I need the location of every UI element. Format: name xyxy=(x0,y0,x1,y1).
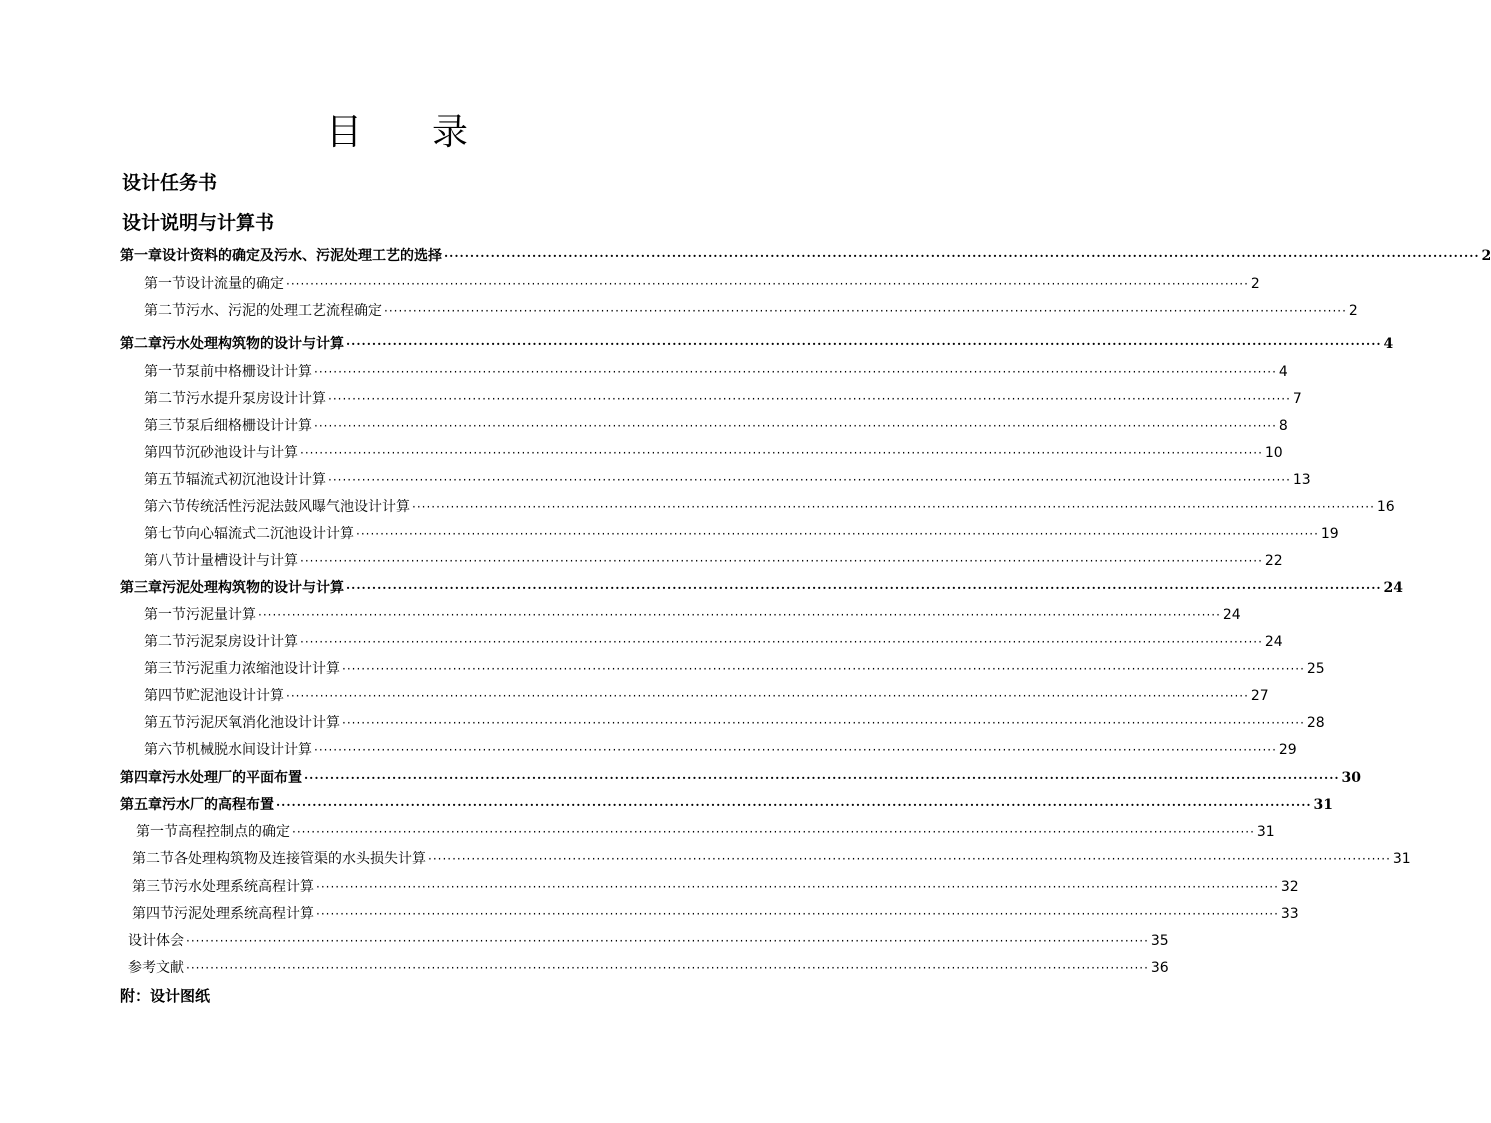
toc-title: 泵前中格栅设计计算 xyxy=(186,364,312,380)
toc-leader-dots: ········································································································································································································ xyxy=(342,662,1305,676)
toc-page-number: 2 xyxy=(1250,276,1260,292)
toc-page-number: 24 xyxy=(1383,580,1404,596)
page-title xyxy=(0,104,794,155)
toc-title: 传统活性污泥法鼓风曝气池设计计算 xyxy=(186,499,410,515)
toc-section-row xyxy=(136,821,1275,843)
toc-number: 第五节 xyxy=(144,472,186,488)
toc-section-row xyxy=(144,442,1283,464)
toc-chapter-row xyxy=(120,245,1491,267)
toc-number: 第四章 xyxy=(120,770,162,786)
toc-leader-dots: ········································································································································································································ xyxy=(276,798,1312,812)
toc-number: 第八节 xyxy=(144,553,186,569)
toc-leader-dots: ········································································································································································································ xyxy=(292,825,1255,839)
toc-section-row xyxy=(144,469,1311,491)
toc-page-number: 35 xyxy=(1150,933,1169,949)
toc-number: 参考文献 xyxy=(128,960,184,976)
toc-title: 污水处理构筑物的设计与计算 xyxy=(162,336,344,352)
toc-number: 第二节 xyxy=(132,851,174,867)
toc-number: 第六节 xyxy=(144,742,186,758)
toc-number: 第一节 xyxy=(144,276,186,292)
toc-section-row xyxy=(144,300,1358,322)
toc-leader-dots: ········································································································································································································ xyxy=(346,337,1382,351)
toc-number: 第四节 xyxy=(144,688,186,704)
toc-leader-dots: ········································································································································································································ xyxy=(300,635,1263,649)
toc-page-number: 31 xyxy=(1313,797,1334,813)
toc-section-row xyxy=(144,273,1260,295)
toc-page-number: 4 xyxy=(1278,364,1288,380)
toc-leader-dots: ········································································································································································································ xyxy=(444,249,1480,263)
toc-leader-dots: ········································································································································································································ xyxy=(258,608,1221,622)
toc-title: 机械脱水间设计计算 xyxy=(186,742,312,758)
toc-page-number: 10 xyxy=(1264,445,1283,461)
toc-leader-dots: ········································································································································································································ xyxy=(314,743,1277,757)
toc-number: 第二节 xyxy=(144,634,186,650)
toc-section-row xyxy=(144,550,1283,572)
toc-title: 污泥量计算 xyxy=(186,607,256,623)
toc-chapter-row xyxy=(120,333,1394,355)
toc-section-row xyxy=(132,848,1411,870)
toc-section-row xyxy=(144,388,1302,410)
toc-title: 污水、污泥的处理工艺流程确定 xyxy=(186,303,382,319)
toc-number: 第七节 xyxy=(144,526,186,542)
toc-title: 污水提升泵房设计计算 xyxy=(186,391,326,407)
toc-section-row xyxy=(132,876,1299,898)
toc-section-row xyxy=(144,658,1325,680)
toc-title: 污泥重力浓缩池设计计算 xyxy=(186,661,340,677)
toc-title: 贮泥池设计计算 xyxy=(186,688,284,704)
toc-page-number: 31 xyxy=(1256,824,1275,840)
toc-page-number: 36 xyxy=(1150,960,1169,976)
toc-number: 第二节 xyxy=(144,391,186,407)
toc-number: 第一节 xyxy=(136,824,178,840)
appendix-line: 附：设计图纸 xyxy=(120,987,211,1005)
toc-number: 第三章 xyxy=(120,580,162,596)
heading-task-book: 设计任务书 xyxy=(122,172,218,194)
toc-leader-dots: ········································································································································································································ xyxy=(316,880,1279,894)
toc-title: 设计流量的确定 xyxy=(186,276,284,292)
toc-section-row xyxy=(144,496,1395,518)
toc-number: 设计体会 xyxy=(128,933,184,949)
toc-section-row xyxy=(144,739,1297,761)
toc-page-number: 22 xyxy=(1264,553,1283,569)
toc-page-number: 7 xyxy=(1292,391,1302,407)
toc-section-row xyxy=(144,685,1269,707)
toc-page-number: 28 xyxy=(1306,715,1325,731)
toc-section-row xyxy=(144,631,1283,653)
toc-leader-dots: ········································································································································································································ xyxy=(300,446,1263,460)
toc-number: 第一章 xyxy=(120,248,162,264)
toc-page-number: 13 xyxy=(1292,472,1311,488)
toc-number: 第二节 xyxy=(144,303,186,319)
toc-page-number: 4 xyxy=(1383,336,1394,352)
toc-page-number: 24 xyxy=(1222,607,1241,623)
toc-title: 污水处理厂的平面布置 xyxy=(162,770,302,786)
toc-leader-dots: ········································································································································································································ xyxy=(314,419,1277,433)
toc-page-number: 16 xyxy=(1376,499,1395,515)
toc-page-number: 8 xyxy=(1278,418,1288,434)
toc-number: 第三节 xyxy=(144,661,186,677)
toc-number: 第四节 xyxy=(144,445,186,461)
toc-number: 第六节 xyxy=(144,499,186,515)
toc-leader-dots: ········································································································································································································ xyxy=(186,934,1149,948)
toc-page-number: 2 xyxy=(1481,248,1491,264)
toc-number: 第一节 xyxy=(144,607,186,623)
toc-extra-row xyxy=(128,957,1169,979)
toc-title: 污泥处理系统高程计算 xyxy=(174,906,314,922)
toc-title: 计量槽设计与计算 xyxy=(186,553,298,569)
toc-title: 沉砂池设计与计算 xyxy=(186,445,298,461)
toc-title: 各处理构筑物及连接管渠的水头损失计算 xyxy=(174,851,426,867)
toc-section-row xyxy=(144,604,1241,626)
toc-section-row xyxy=(144,712,1325,734)
toc-title: 污泥处理构筑物的设计与计算 xyxy=(162,580,344,596)
toc-extra-row xyxy=(128,930,1169,952)
toc-page-number: 29 xyxy=(1278,742,1297,758)
toc-page-number: 2 xyxy=(1348,303,1358,319)
toc-page-number: 32 xyxy=(1280,879,1299,895)
toc-title: 泵后细格栅设计计算 xyxy=(186,418,312,434)
toc-chapter-row xyxy=(120,767,1362,789)
toc-chapter-row xyxy=(120,577,1404,599)
heading-design-calculation: 设计说明与计算书 xyxy=(122,212,275,234)
toc-page-number: 30 xyxy=(1341,770,1362,786)
toc-leader-dots: ········································································································································································································ xyxy=(300,554,1263,568)
toc-section-row xyxy=(144,415,1288,437)
toc-leader-dots: ········································································································································································································ xyxy=(356,527,1319,541)
toc-section-row xyxy=(144,523,1339,545)
toc-leader-dots: ········································································································································································································ xyxy=(314,365,1277,379)
toc-leader-dots: ········································································································································································································ xyxy=(346,581,1382,595)
toc-leader-dots: ········································································································································································································ xyxy=(328,473,1291,487)
toc-number: 第二章 xyxy=(120,336,162,352)
toc-leader-dots: ········································································································································································································ xyxy=(342,716,1305,730)
toc-title: 污泥厌氧消化池设计计算 xyxy=(186,715,340,731)
toc-title: 污泥泵房设计计算 xyxy=(186,634,298,650)
toc-title: 辐流式初沉池设计计算 xyxy=(186,472,326,488)
toc-page-number: 25 xyxy=(1306,661,1325,677)
toc-page-number: 24 xyxy=(1264,634,1283,650)
toc-leader-dots: ········································································································································································································ xyxy=(428,852,1391,866)
toc-leader-dots: ········································································································································································································ xyxy=(384,304,1347,318)
title-char-2: 录 xyxy=(432,112,469,153)
toc-section-row xyxy=(132,903,1299,925)
toc-title: 向心辐流式二沉池设计计算 xyxy=(186,526,354,542)
toc-title: 设计资料的确定及污水、污泥处理工艺的选择 xyxy=(162,248,442,264)
toc-page-number: 31 xyxy=(1392,851,1411,867)
toc-section-row xyxy=(144,361,1288,383)
toc-number: 第三节 xyxy=(132,879,174,895)
toc-leader-dots: ········································································································································································································ xyxy=(286,277,1249,291)
toc-number: 第一节 xyxy=(144,364,186,380)
toc-title: 高程控制点的确定 xyxy=(178,824,290,840)
toc-number: 第五节 xyxy=(144,715,186,731)
toc-title: 污水厂的高程布置 xyxy=(162,797,274,813)
toc-leader-dots: ········································································································································································································ xyxy=(186,961,1149,975)
toc-number: 第四节 xyxy=(132,906,174,922)
toc-leader-dots: ········································································································································································································ xyxy=(328,392,1291,406)
toc-leader-dots: ········································································································································································································ xyxy=(286,689,1249,703)
toc-chapter-row xyxy=(120,794,1334,816)
toc-leader-dots: ········································································································································································································ xyxy=(316,907,1279,921)
toc-title: 污水处理系统高程计算 xyxy=(174,879,314,895)
toc-leader-dots: ········································································································································································································ xyxy=(412,500,1375,514)
toc-page-number: 33 xyxy=(1280,906,1299,922)
title-char-1: 目 xyxy=(325,112,362,153)
toc-page-number: 27 xyxy=(1250,688,1269,704)
toc-leader-dots: ········································································································································································································ xyxy=(304,771,1340,785)
toc-number: 第五章 xyxy=(120,797,162,813)
toc-page-number: 19 xyxy=(1320,526,1339,542)
toc-number: 第三节 xyxy=(144,418,186,434)
